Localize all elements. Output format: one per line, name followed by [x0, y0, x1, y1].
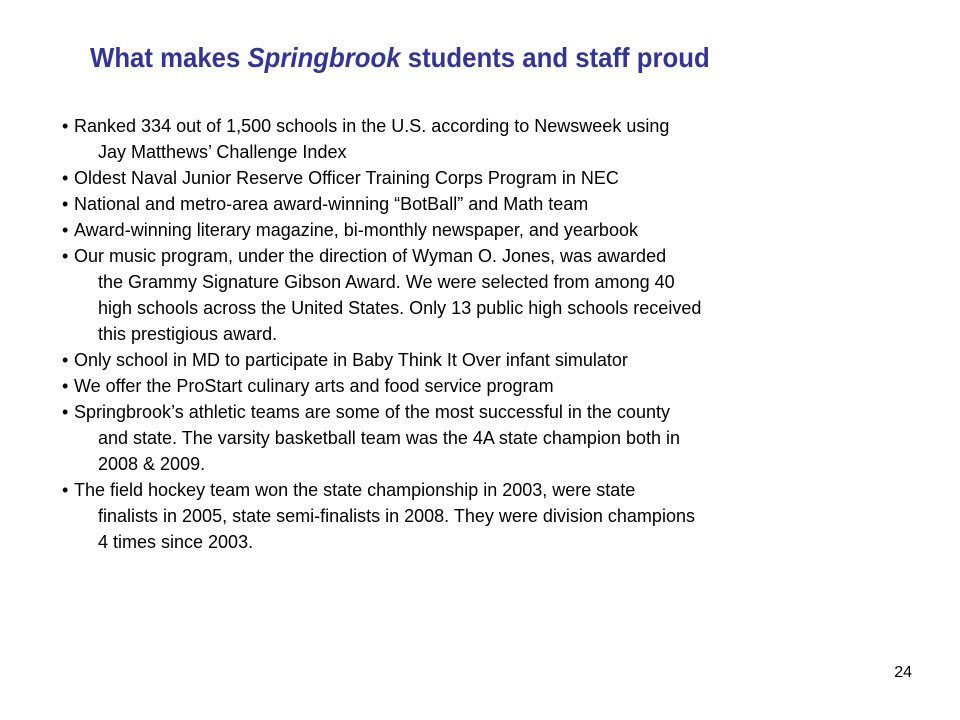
bullet-line: Award-winning literary magazine, bi-monthly newspaper, and yearbook [74, 220, 638, 240]
bullet-line: finalists in 2005, state semi-finalists in 2008. They were division champions [98, 506, 695, 526]
bullet-item [50, 347, 930, 373]
bullet-line: Ranked 334 out of 1,500 schools in the U.S. according to Newsweek using [74, 116, 670, 136]
bullet-item [50, 399, 930, 477]
bullet-line: Our music program, under the direction of Wyman O. Jones, was awarded [74, 246, 667, 266]
bullet-item [50, 373, 930, 399]
title-text-end: students and staff proud [400, 42, 710, 73]
bullet-line: Springbrook’s athletic teams are some of the most successful in the county [74, 402, 670, 422]
bullet-item [50, 191, 930, 217]
bullet-line: 4 times since 2003. [98, 532, 254, 552]
bullet-line: We offer the ProStart culinary arts and food service program [74, 376, 554, 396]
page-number: 24 [894, 664, 912, 681]
bullet-line: 2008 & 2009. [98, 454, 206, 474]
bullet-item [50, 243, 930, 347]
bullet-item [50, 113, 930, 165]
bullet-line: the Grammy Signature Gibson Award. We were selected from among 40 [98, 272, 675, 292]
bullet-item [50, 217, 930, 243]
bullet-line: National and metro-area award-winning “BotBall” and Math team [74, 194, 589, 214]
title-text-start: What makes [90, 42, 248, 73]
bullet-item [50, 477, 930, 555]
bullet-line: Jay Matthews’ Challenge Index [98, 142, 347, 162]
bullet-line: Oldest Naval Junior Reserve Officer Training Corps Program in NEC [74, 168, 619, 188]
bullet-item [50, 165, 930, 191]
bullet-line: Only school in MD to participate in Baby Think It Over infant simulator [74, 350, 628, 370]
slide-title [90, 38, 863, 78]
bullet-line: The field hockey team won the state championship in 2003, were state [74, 480, 636, 500]
bullet-line: and state. The varsity basketball team was the 4A state champion both in [98, 428, 681, 448]
title-school-name: Springbrook [247, 42, 401, 73]
bullet-list [50, 113, 930, 555]
bullet-line: this prestigious award. [98, 324, 278, 344]
bullet-line: high schools across the United States. Only 13 public high schools received [98, 298, 702, 318]
